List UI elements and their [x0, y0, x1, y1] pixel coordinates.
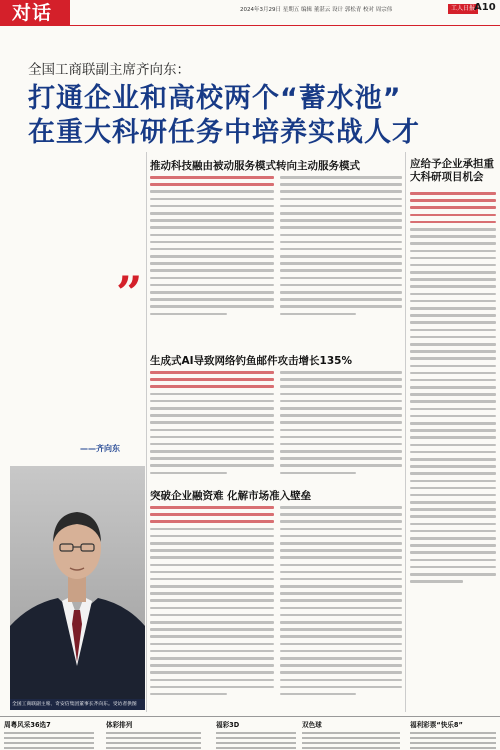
section-heading-4: 应给予企业承担重大科研项目机会 [410, 158, 494, 183]
section-heading-2: 生成式AI导致网络钓鱼邮件攻击增长135% [150, 355, 352, 367]
lottery-item [106, 719, 201, 750]
masthead [0, 0, 500, 28]
section-heading-1: 推动科技融由被动服务模式转向主动服务模式 [150, 160, 360, 172]
masthead-rule [70, 25, 500, 26]
masthead-badge: 工人日报 [448, 4, 478, 14]
lottery-strip [0, 716, 500, 750]
section-3-text-col-1 [150, 506, 274, 700]
portrait-illustration [10, 466, 145, 710]
masthead-info: 2024年3月29日 星期五 编辑 董湛云 设计 郭松青 校对 周宗伟 [240, 7, 393, 13]
pull-quote-author: ——齐向东 [80, 444, 120, 453]
lottery-title: 体彩排列 [106, 721, 133, 729]
lottery-title: 双色球 [302, 721, 322, 729]
lottery-lines [4, 732, 94, 750]
lottery-lines [216, 732, 296, 750]
section-3-text-col-2 [280, 506, 402, 700]
section-heading-3: 突破企业融资难 化解市场准入壁垒 [150, 490, 312, 502]
section-2-text-col-1 [150, 371, 274, 479]
lottery-lines [106, 732, 201, 750]
page-number: A10 [474, 2, 496, 13]
headline-line-1: 打通企业和高校两个“蓄水池” [28, 83, 402, 114]
section-1-text-col-2 [280, 176, 402, 320]
section-4-text-col [410, 192, 496, 587]
lottery-item [4, 719, 94, 750]
lottery-title: 福利彩票“快乐8” [410, 721, 463, 729]
headline-kicker: 全国工商联副主席齐向东： [28, 62, 190, 78]
lottery-item [302, 719, 400, 750]
quote-mark-icon: ” [116, 266, 143, 320]
section-1-text-col-1 [150, 176, 274, 320]
section-2-text-col-2 [280, 371, 402, 479]
lottery-lines [410, 732, 496, 750]
section-tag: 对话 [0, 0, 70, 26]
lottery-item [216, 719, 296, 750]
lottery-title: 福彩3D [216, 721, 240, 729]
column-rule [405, 152, 406, 712]
headline-line-2: 在重大科研任务中培养实战人才 [28, 117, 420, 148]
portrait-photo [10, 466, 145, 710]
lottery-title: 周粤风采36选7 [4, 721, 51, 729]
column-rule [146, 152, 147, 712]
lottery-item [410, 719, 496, 750]
lottery-lines [302, 732, 400, 750]
photo-caption: 全国工商联副主席、奇安信集团董事长齐向东。受访者供图 [10, 699, 145, 710]
